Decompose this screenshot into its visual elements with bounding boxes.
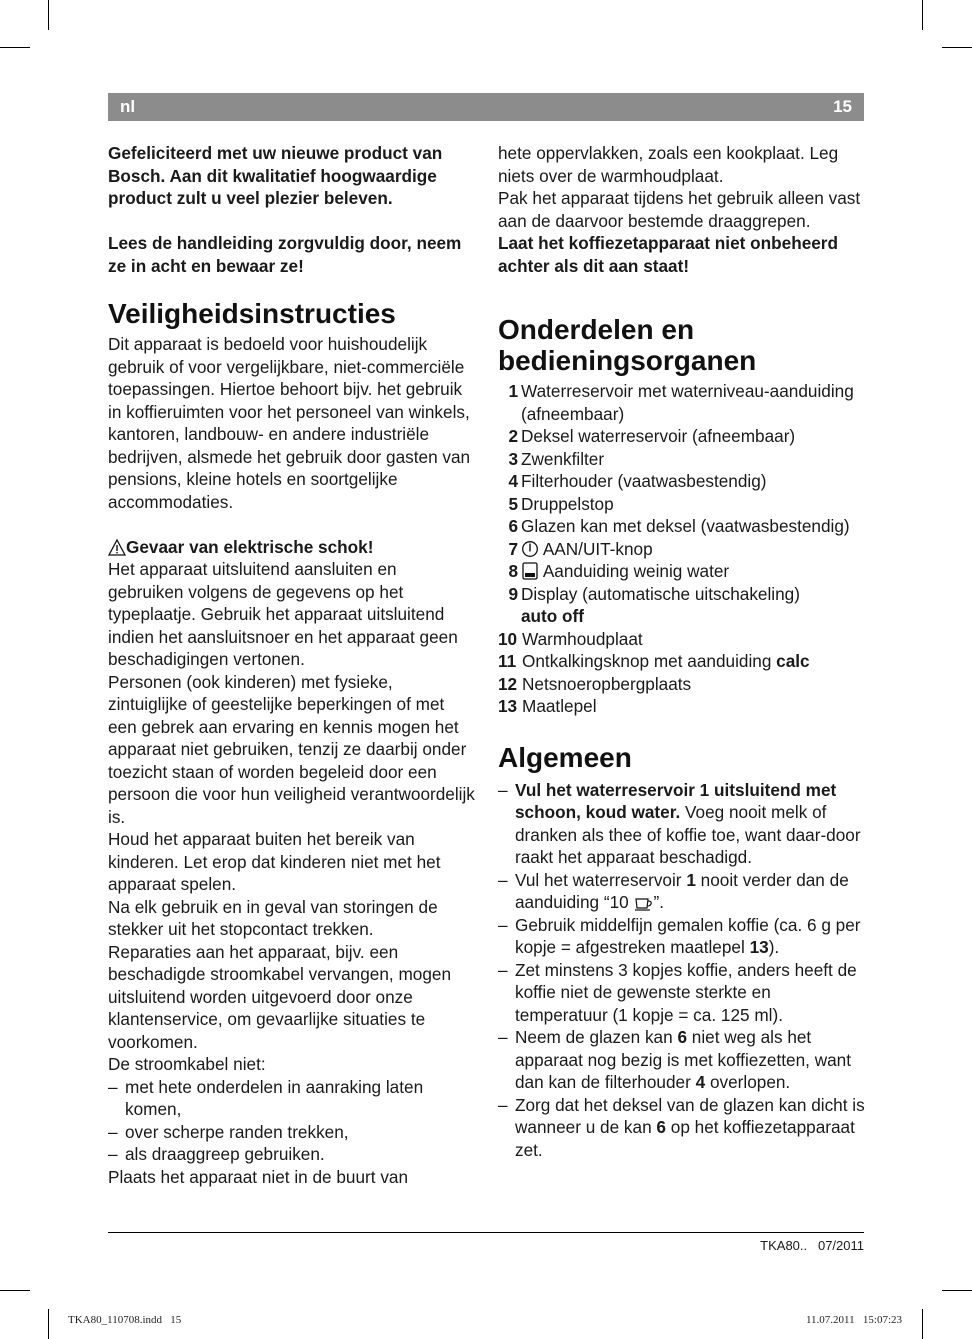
part-text bbox=[521, 650, 866, 673]
part-number: 4 bbox=[508, 471, 518, 491]
part-text: Glazen kan met deksel (vaatwasbestendig) bbox=[521, 516, 850, 536]
list-item bbox=[108, 1076, 476, 1121]
list-item bbox=[498, 560, 866, 583]
slug-timestamp: 11.07.2011 15:07:23 bbox=[805, 1314, 902, 1326]
general-text: ). bbox=[768, 937, 780, 957]
list-item bbox=[498, 515, 866, 538]
language-code: nl bbox=[120, 97, 136, 116]
list-item bbox=[498, 869, 866, 914]
part-text: Zwenkfilter bbox=[521, 448, 605, 469]
list-item bbox=[498, 380, 866, 425]
warning-title: Gevaar van elektrische schok! bbox=[126, 536, 374, 557]
part-number: 9 bbox=[508, 583, 518, 604]
part-number: 1 bbox=[508, 381, 518, 401]
general-item-6 bbox=[515, 1094, 866, 1162]
dash: – bbox=[498, 779, 508, 800]
header-bar bbox=[108, 93, 864, 121]
part-bold-label: auto off bbox=[521, 606, 585, 626]
general-item-5 bbox=[515, 1026, 866, 1094]
general-item-3 bbox=[515, 914, 866, 959]
footer-date: 07/2011 bbox=[817, 1238, 864, 1253]
general-item-2 bbox=[515, 869, 866, 914]
page-number: 15 bbox=[833, 97, 852, 116]
cable-item-3: als draaggreep gebruiken. bbox=[125, 1144, 325, 1164]
general-bold-text: 6 bbox=[656, 1117, 666, 1137]
safety-hold: Pak het apparaat tijdens het gebruik alleen vast aan de daarvoor bestemde draaggrepen. bbox=[498, 188, 861, 231]
general-text: nooit verder dan de aanduiding “10 bbox=[515, 869, 849, 912]
general-text: Neem de glazen kan bbox=[515, 1027, 678, 1047]
safety-unplug: Na elk gebruik en in geval van storingen de stekker uit het stopcontact trekken. bbox=[108, 896, 438, 939]
list-item bbox=[498, 493, 866, 516]
general-item-1 bbox=[515, 779, 866, 869]
cable-item-2: over scherpe randen trekken, bbox=[125, 1121, 349, 1142]
general-bold-text: 6 bbox=[677, 1027, 687, 1047]
crop-mark bbox=[942, 47, 972, 48]
dash: – bbox=[108, 1076, 118, 1097]
part-text bbox=[520, 538, 866, 561]
heading-parts: Onderdelen en bedieningsorganen bbox=[498, 314, 757, 376]
dash: – bbox=[108, 1144, 118, 1164]
list-item bbox=[498, 695, 866, 718]
list-item bbox=[498, 1094, 866, 1162]
crop-mark bbox=[922, 1309, 923, 1339]
list-item bbox=[498, 959, 866, 1027]
general-text: ”. bbox=[653, 892, 664, 912]
crop-mark bbox=[0, 47, 30, 48]
crop-mark bbox=[0, 1290, 30, 1291]
part-label: AAN/UIT-knop bbox=[542, 538, 653, 559]
footer-rule bbox=[108, 1232, 864, 1233]
safety-intended-use: Dit apparaat is bedoeld voor huishoudelijk gebruik of voor vergelijkbare, niet-commerciële toepassingen. Hiertoe behoort bijv. het gebruik in koffieruimten voor het personeel van winkels, kantoren, landbouw- en andere industriële bedrijven, alsmede het gebruik door gasten van pensions, kleine hotels en soortgelijke accommodaties. bbox=[108, 334, 471, 512]
dash: – bbox=[498, 1094, 508, 1115]
part-text bbox=[520, 583, 866, 628]
dash: – bbox=[108, 1121, 118, 1142]
general-text: Zorg dat het deksel van de glazen kan dicht is wanneer u de kan bbox=[515, 1094, 865, 1137]
list-item bbox=[498, 650, 866, 673]
list-item bbox=[498, 538, 866, 561]
warning-triangle-icon bbox=[108, 539, 126, 556]
part-number: 3 bbox=[508, 448, 518, 469]
crop-mark bbox=[48, 1309, 49, 1339]
general-text: Gebruik middelfijn gemalen koffie (ca. 6 g per kopje = afgestreken maatlepel bbox=[515, 914, 861, 957]
heading-safety: Veiligheidsinstructies bbox=[108, 298, 396, 329]
general-bold-text: 4 bbox=[695, 1072, 706, 1092]
footer bbox=[760, 1238, 864, 1253]
safety-plug: Het apparaat uitsluitend aansluiten en gebruiken volgens de gegevens op het typeplaatje. Gebruik het apparaat uitsluitend indien het aansluitsnoer en het apparaat geen beschadigingen vertonen. bbox=[108, 559, 458, 669]
intro-congratulations: Gefeliciteerd met uw nieuwe product van Bosch. Aan dit kwalitatief hoogwaardige product zult u veel plezier beleven. bbox=[108, 143, 443, 208]
part-number: 6 bbox=[508, 516, 518, 536]
part-label: Display (automatische uitschakeling) bbox=[521, 583, 800, 604]
part-number: 8 bbox=[508, 561, 518, 581]
general-item-4: Zet minstens 3 kopjes koffie, anders heeft de koffie niet de gewenste sterkte en temperatuur (1 kopje = ca. 125 ml). bbox=[515, 959, 857, 1025]
footer-model: TKA80.. bbox=[760, 1238, 808, 1253]
part-bold-label: calc bbox=[776, 651, 810, 671]
list-item bbox=[498, 628, 866, 651]
part-text: Deksel waterreservoir (afneembaar) bbox=[521, 426, 796, 446]
list-item bbox=[498, 425, 866, 448]
part-label: Aanduiding weinig water bbox=[542, 561, 730, 581]
part-text: Netsnoeropbergplaats bbox=[522, 673, 692, 694]
safety-cable: De stroomkabel niet: bbox=[108, 1054, 266, 1074]
part-number: 11 bbox=[498, 651, 517, 671]
dash: – bbox=[498, 869, 508, 890]
part-text: Maatlepel bbox=[522, 696, 597, 716]
cable-item-1: met hete onderdelen in aanraking laten komen, bbox=[125, 1076, 424, 1119]
general-text: Voeg nooit melk of dranken als thee of koffie toe, want daar-door raakt het apparaat beschadigd. bbox=[515, 802, 861, 867]
general-text: Vul het waterreservoir bbox=[515, 869, 687, 890]
part-number: 13 bbox=[498, 696, 518, 716]
right-column bbox=[498, 142, 866, 1161]
left-column bbox=[108, 142, 476, 1188]
list-item bbox=[498, 914, 866, 959]
part-text: Warmhoudplaat bbox=[522, 628, 643, 649]
list-item bbox=[498, 1026, 866, 1094]
safety-place-continued: hete oppervlakken, zoals een kookplaat. Leg niets over de warmhoudplaat. bbox=[498, 143, 839, 186]
list-item bbox=[108, 1121, 476, 1144]
part-number: 2 bbox=[508, 426, 518, 446]
list-item bbox=[498, 583, 866, 628]
dash: – bbox=[498, 959, 508, 980]
power-icon bbox=[521, 540, 539, 558]
list-item bbox=[498, 470, 866, 493]
general-text: op het koffiezetapparaat zet. bbox=[515, 1117, 855, 1160]
safety-unattended: Laat het koffiezetapparaat niet onbeheerd achter als dit aan staat! bbox=[498, 233, 838, 276]
general-bold-text: 13 bbox=[749, 937, 769, 957]
list-item bbox=[498, 779, 866, 869]
safety-children: Houd het apparaat buiten het bereik van kinderen. Let erop dat kinderen niet met het apparaat spelen. bbox=[108, 829, 441, 894]
intro-read-manual: Lees de handleiding zorgvuldig door, neem ze in acht en bewaar ze! bbox=[108, 233, 462, 276]
warning-line bbox=[108, 536, 476, 559]
safety-repair: Reparaties aan het apparaat, bijv. een beschadigde stroomkabel vervangen, mogen uitsluitend worden uitgevoerd door onze klantenservice, om gevaarlijke situaties te voorkomen. bbox=[108, 941, 452, 1052]
general-text: niet weg als het apparaat nog bezig is met koffiezetten, want dan kan de filterhouder bbox=[515, 1027, 852, 1092]
safety-place: Plaats het apparaat niet in de buurt van bbox=[108, 1166, 409, 1187]
low-water-icon bbox=[521, 562, 539, 580]
dash: – bbox=[498, 914, 508, 935]
list-item bbox=[498, 673, 866, 696]
part-text: Druppelstop bbox=[521, 493, 614, 514]
list-item bbox=[498, 448, 866, 471]
crop-mark bbox=[48, 0, 49, 30]
part-number: 7 bbox=[508, 538, 518, 559]
part-label: Ontkalkingsknop met aanduiding bbox=[522, 651, 777, 671]
general-text: overlopen. bbox=[705, 1072, 791, 1092]
slug-file: TKA80_110708.indd 15 bbox=[68, 1314, 182, 1326]
crop-mark bbox=[922, 0, 923, 30]
part-text: Filterhouder (vaatwasbestendig) bbox=[521, 471, 767, 491]
part-text bbox=[520, 560, 866, 583]
part-number: 5 bbox=[508, 493, 518, 514]
part-number: 10 bbox=[498, 628, 518, 649]
parts-list bbox=[498, 380, 866, 718]
cup-icon bbox=[634, 895, 654, 911]
part-text: Waterreservoir met waterniveau-aanduiding (afneembaar) bbox=[521, 381, 854, 424]
safety-persons: Personen (ook kinderen) met fysieke, zintuiglijke of geestelijke beperkingen of met een gebrek aan ervaring en kennis mogen het apparaat niet gebruiken, tenzij ze daarbij onder toezicht staan of worden begeleid door een persoon die voor hun veiligheid verantwoordelijk is. bbox=[108, 671, 475, 827]
heading-general: Algemeen bbox=[498, 741, 632, 773]
dash: – bbox=[498, 1027, 508, 1047]
crop-mark bbox=[942, 1290, 972, 1291]
general-bold-text: Vul het waterreservoir 1 uitsluitend met schoon, koud water. bbox=[515, 779, 837, 822]
general-bold-text: 1 bbox=[686, 869, 696, 890]
list-item bbox=[108, 1143, 476, 1166]
part-number: 12 bbox=[498, 673, 518, 694]
